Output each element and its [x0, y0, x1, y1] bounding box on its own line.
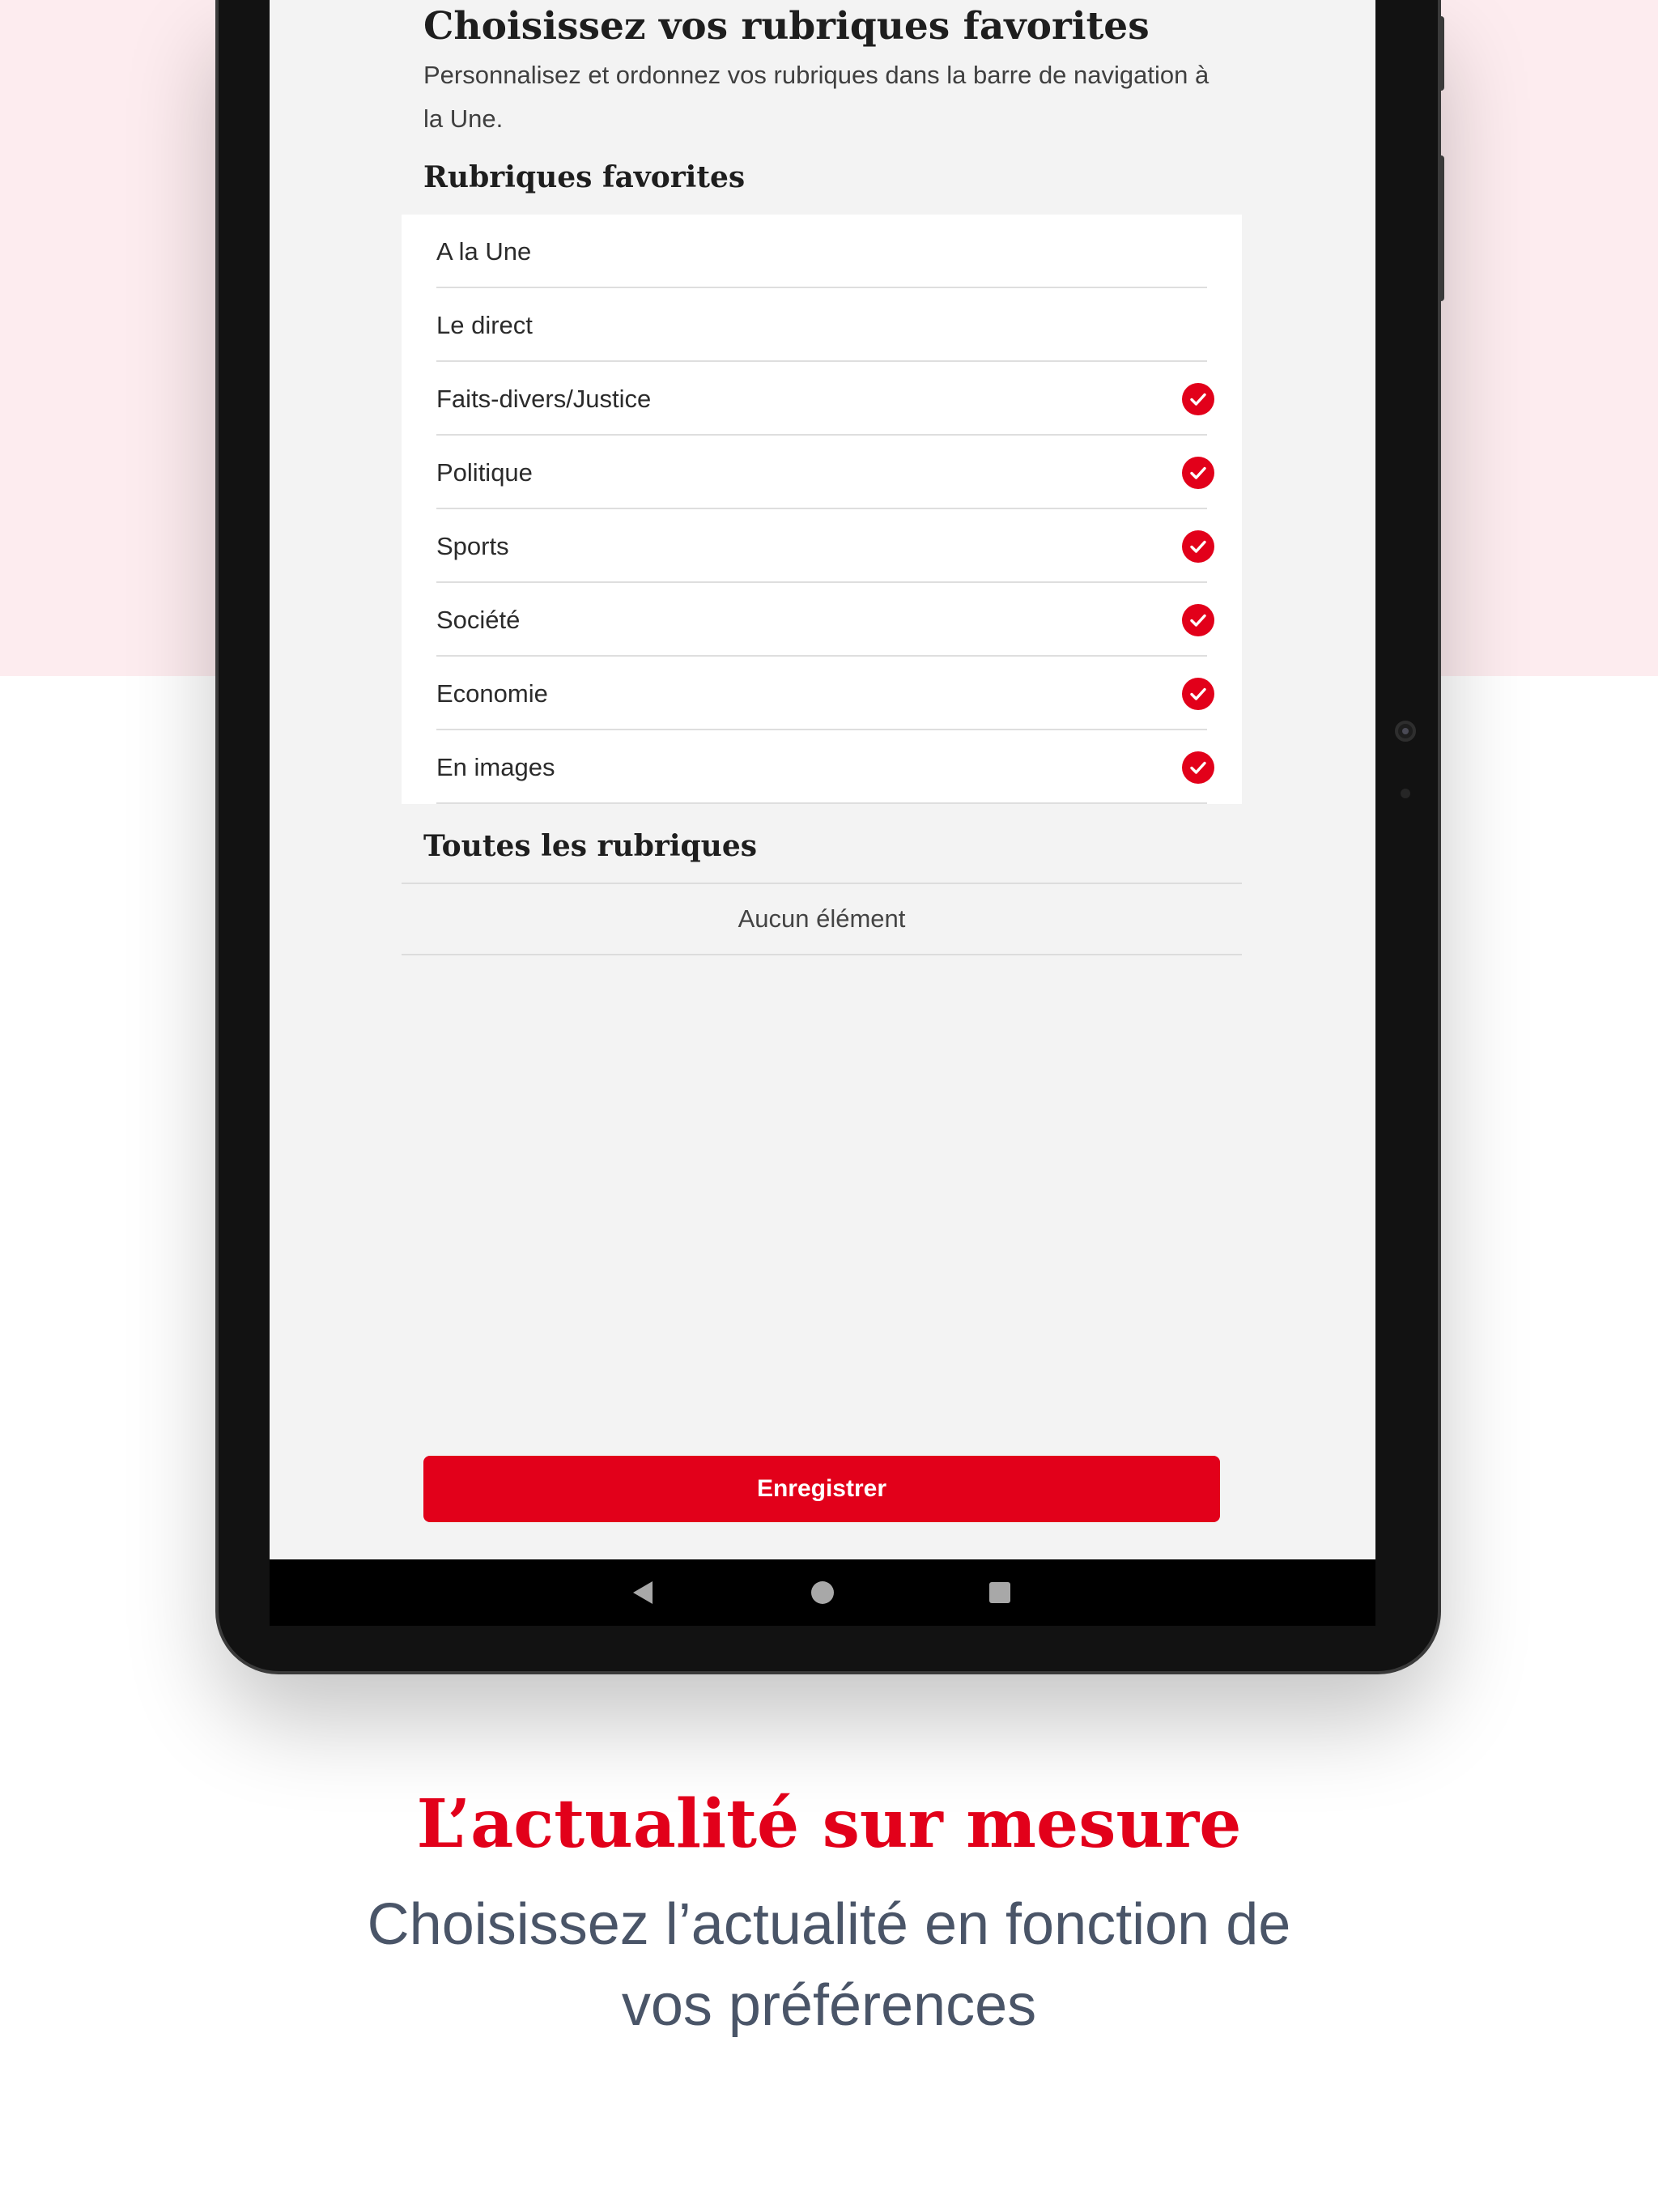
empty-state-text: Aucun élément: [738, 904, 906, 933]
list-item-label: Sports: [436, 532, 509, 560]
recent-apps-icon[interactable]: [989, 1582, 1010, 1603]
app-screen: [270, 0, 1375, 1559]
system-navigation-bar: [270, 1559, 1375, 1626]
camera-icon: [1395, 721, 1416, 742]
all-sections-heading: Toutes les rubriques: [423, 829, 758, 863]
back-icon[interactable]: [633, 1581, 653, 1604]
list-item-label: Economie: [436, 679, 548, 708]
list-item[interactable]: [402, 509, 1242, 583]
promo-headline: L’actualité sur mesure: [416, 1785, 1242, 1863]
list-item-label: A la Une: [436, 237, 532, 266]
home-icon[interactable]: [811, 1581, 834, 1604]
list-item-label: En images: [436, 753, 555, 781]
check-icon[interactable]: [1182, 383, 1214, 415]
list-item[interactable]: [402, 362, 1242, 436]
favorites-heading: Rubriques favorites: [423, 160, 746, 194]
save-button[interactable]: Enregistrer: [423, 1456, 1220, 1522]
list-item[interactable]: [402, 215, 1242, 288]
list-item[interactable]: [402, 288, 1242, 362]
list-item-label: Le direct: [436, 311, 533, 339]
list-item[interactable]: [402, 730, 1242, 804]
list-item-label: Politique: [436, 458, 533, 487]
page-subtitle: Personnalisez et ordonnez vos rubriques dans la barre de navigation à la Une.: [423, 61, 1209, 133]
check-icon[interactable]: [1182, 457, 1214, 489]
check-icon[interactable]: [1182, 751, 1214, 784]
sensor-dot: [1401, 789, 1410, 798]
check-icon[interactable]: [1182, 604, 1214, 636]
page-title: Choisissez vos rubriques favorites: [423, 4, 1150, 49]
favorites-list: [402, 215, 1242, 804]
list-item-label: Faits-divers/Justice: [436, 385, 652, 413]
list-item[interactable]: [402, 657, 1242, 730]
power-button: [1438, 155, 1444, 301]
list-item[interactable]: [402, 436, 1242, 509]
check-icon[interactable]: [1182, 678, 1214, 710]
divider: [402, 954, 1242, 955]
check-icon[interactable]: [1182, 530, 1214, 563]
promo-subline: Choisissez l’actualité en fonction de vos préférences: [367, 1892, 1291, 2038]
list-item-label: Société: [436, 606, 521, 634]
list-item[interactable]: [402, 583, 1242, 657]
volume-button: [1438, 16, 1444, 91]
